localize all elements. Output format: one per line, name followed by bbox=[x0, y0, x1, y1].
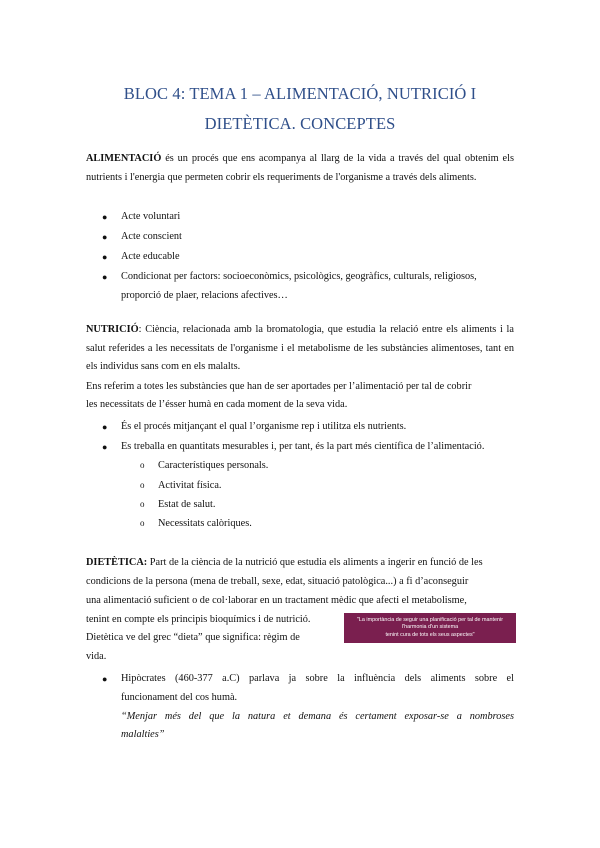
banner-line: tenint cura de tots els seus aspectes" bbox=[385, 631, 475, 638]
dietetica-line: condicions de la persona (mena de treball, sexe, edat, situació patològica...) a fi d’aconseguir bbox=[86, 576, 469, 587]
dietetica-term: DIETÈTICA: bbox=[86, 557, 148, 568]
bullet-dot: ● bbox=[102, 674, 108, 684]
nutricio-bullet: És el procés mitjançant el qual l’organisme rep i utilitza els nutrients. bbox=[121, 421, 407, 432]
document-title-line-1: BLOC 4: TEMA 1 – ALIMENTACIÓ, NUTRICIÓ I bbox=[123, 84, 477, 103]
bullet-dot: ● bbox=[102, 232, 108, 242]
nutricio-subbullet: Activitat física. bbox=[158, 480, 222, 491]
nutricio-bullet: Es treballa en quantitats mesurables i, per tant, és la part més científica de l’alimentació. bbox=[121, 441, 485, 452]
banner-line: "La importància de seguir una planificació per tal de mantenir bbox=[356, 617, 504, 624]
alimentacio-term: ALIMENTACIÓ bbox=[86, 153, 162, 164]
nutricio-subbullet: Estat de salut. bbox=[158, 499, 216, 510]
bullet-dot: ● bbox=[102, 212, 108, 222]
dietetica-line: tenint en compte els principis bioquímics i de nutrició. bbox=[86, 614, 311, 625]
dietetica-line: vida. bbox=[86, 651, 107, 662]
dietetica-bullet: Hipòcrates (460-377 a.C) parlava ja sobre la influència dels aliments sobre el bbox=[121, 673, 514, 684]
alimentacio-definition bbox=[86, 150, 514, 187]
banner-line: l'harmonia d'un sistema bbox=[401, 624, 459, 631]
nutricio-text: : Ciència, relacionada amb la bromatologia, que estudia la relació entre els aliments i la salut referides a les necessitats de l'organisme i el metabolisme de les substàncies alimentoses, tant en els individus sans com en els malalts. bbox=[86, 324, 514, 372]
alimentacio-bullet: Acte voluntari bbox=[121, 211, 181, 222]
alimentacio-text: és un procés que ens acompanya al llarg de la vida a través del qual obtenim els nutrients i l'energia que permeten cobrir els requeriments de l'organisme a través dels aliments. bbox=[86, 153, 514, 183]
alimentacio-bullet-continuation: proporció de plaer, relacions afectives… bbox=[121, 290, 288, 301]
sub-bullet-circle: o bbox=[140, 518, 145, 528]
bullet-dot: ● bbox=[102, 252, 108, 262]
sub-bullet-circle: o bbox=[140, 460, 145, 470]
sub-bullet-circle: o bbox=[140, 499, 145, 509]
bullet-dot: ● bbox=[102, 272, 108, 282]
quote-banner bbox=[344, 613, 516, 643]
dietetica-line: una alimentació suficient o de col·laborar en un tractament mèdic que afecti el metabolisme, bbox=[86, 595, 467, 606]
alimentacio-bullet: Acte educable bbox=[121, 251, 180, 262]
dietetica-line bbox=[86, 557, 483, 568]
nutricio-subbullet: Característiques personals. bbox=[158, 460, 269, 471]
nutricio-paragraph-line: Ens referim a totes les substàncies que han de ser aportades per l’alimentació per tal de cobrir bbox=[86, 381, 472, 392]
hippocrates-quote-continuation: malalties” bbox=[121, 729, 165, 740]
sub-bullet-circle: o bbox=[140, 480, 145, 490]
dietetica-bullet-continuation: funcionament del cos humà. bbox=[121, 692, 238, 703]
dietetica-text: Part de la ciència de la nutrició que estudia els aliments a ingerir en funció de les bbox=[147, 557, 483, 568]
nutricio-paragraph-line: les necessitats de l’ésser humà en cada moment de la seva vida. bbox=[86, 399, 348, 410]
bullet-dot: ● bbox=[102, 442, 108, 452]
alimentacio-bullet: Acte conscient bbox=[121, 231, 182, 242]
nutricio-definition bbox=[86, 321, 514, 377]
bullet-dot: ● bbox=[102, 422, 108, 432]
document-title-line-2: DIETÈTICA. CONCEPTES bbox=[204, 114, 396, 133]
hippocrates-quote: “Menjar més del que la natura et demana és certament exposar-se a nombroses bbox=[121, 711, 514, 722]
alimentacio-bullet: Condicionat per factors: socioeconòmics, psicològics, geogràfics, culturals, religiosos, bbox=[121, 271, 477, 282]
dietetica-line: Dietètica ve del grec “dieta” que significa: règim de bbox=[86, 632, 300, 643]
nutricio-term: NUTRICIÓ bbox=[86, 324, 139, 335]
nutricio-subbullet: Necessitats calòriques. bbox=[158, 518, 252, 529]
